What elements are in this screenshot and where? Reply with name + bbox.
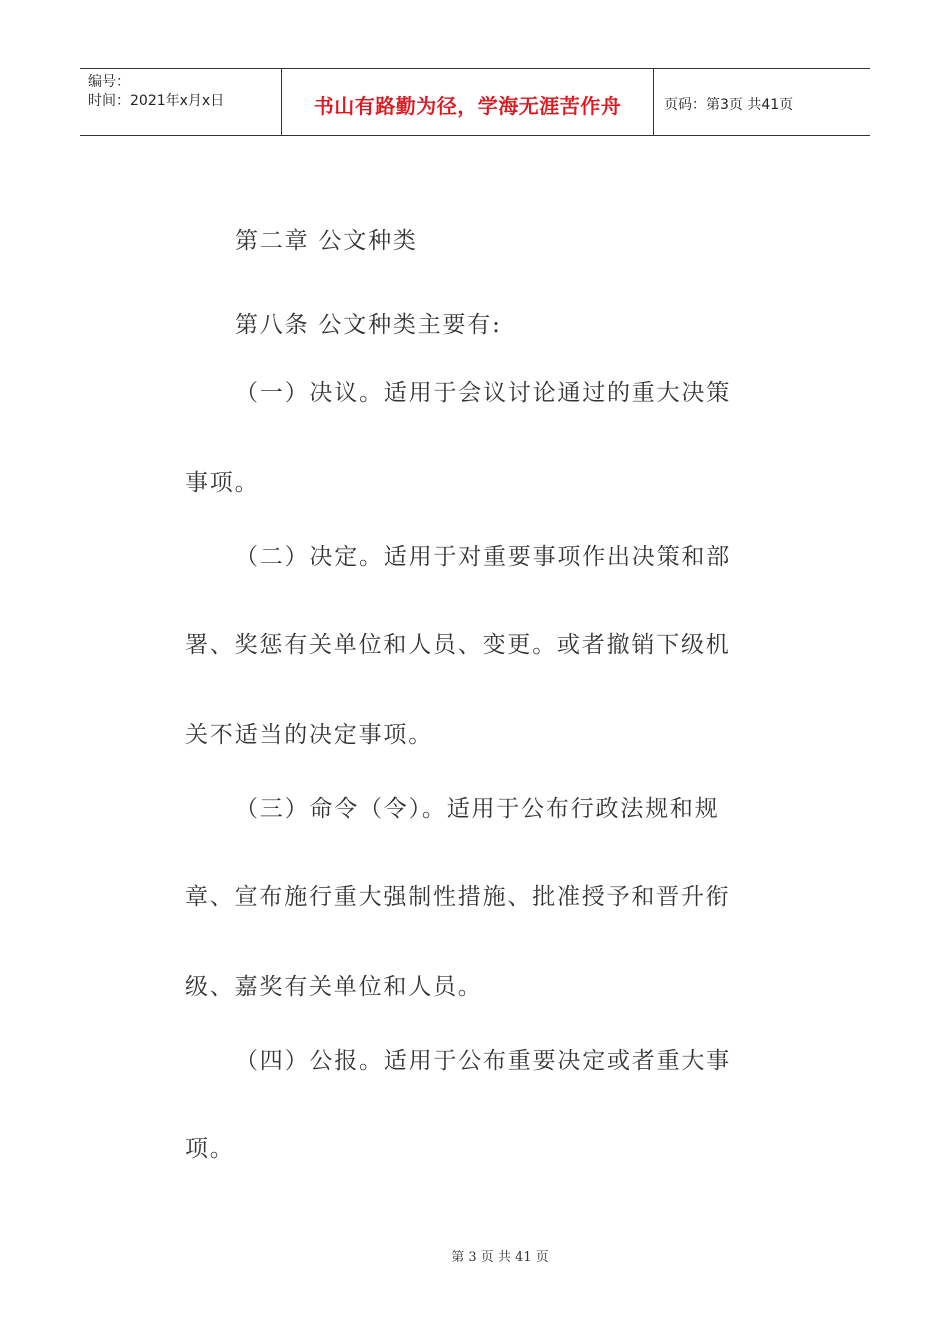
chapter-heading: 第二章 公文种类 [235,228,418,254]
body-line: （四）公报。适用于公布重要决定或者重大事 [235,1048,731,1074]
body-line: （三）命令（令）。适用于公布行政法规和规 [235,796,720,822]
header-meta [80,69,282,135]
header-motto: 书山有路勤为径，学海无涯苦作舟 [282,69,654,135]
body-line: 关不适当的决定事项。 [185,722,433,748]
body-line: （二）决定。适用于对重要事项作出决策和部 [235,544,731,570]
body-line: 事项。 [185,470,260,496]
body-line: 章、宣布施行重大强制性措施、批准授予和晋升衔 [185,884,731,910]
article-heading: 第八条 公文种类主要有: [235,312,502,338]
document-header [80,68,870,136]
body-line: （一）决议。适用于会议讨论通过的重大决策 [235,380,731,406]
body-line: 署、奖惩有关单位和人员、变更。或者撤销下级机 [185,632,731,658]
header-page-info: 页码：第3页 共41页 [664,97,794,113]
page-footer: 第 3 页 共 41 页 [451,1250,549,1265]
document-number-label: 编号： [88,74,130,90]
body-line: 级、嘉奖有关单位和人员。 [185,974,483,1000]
body-line: 项。 [185,1136,235,1162]
document-time-label: 时间：2021年x月x日 [88,93,225,109]
